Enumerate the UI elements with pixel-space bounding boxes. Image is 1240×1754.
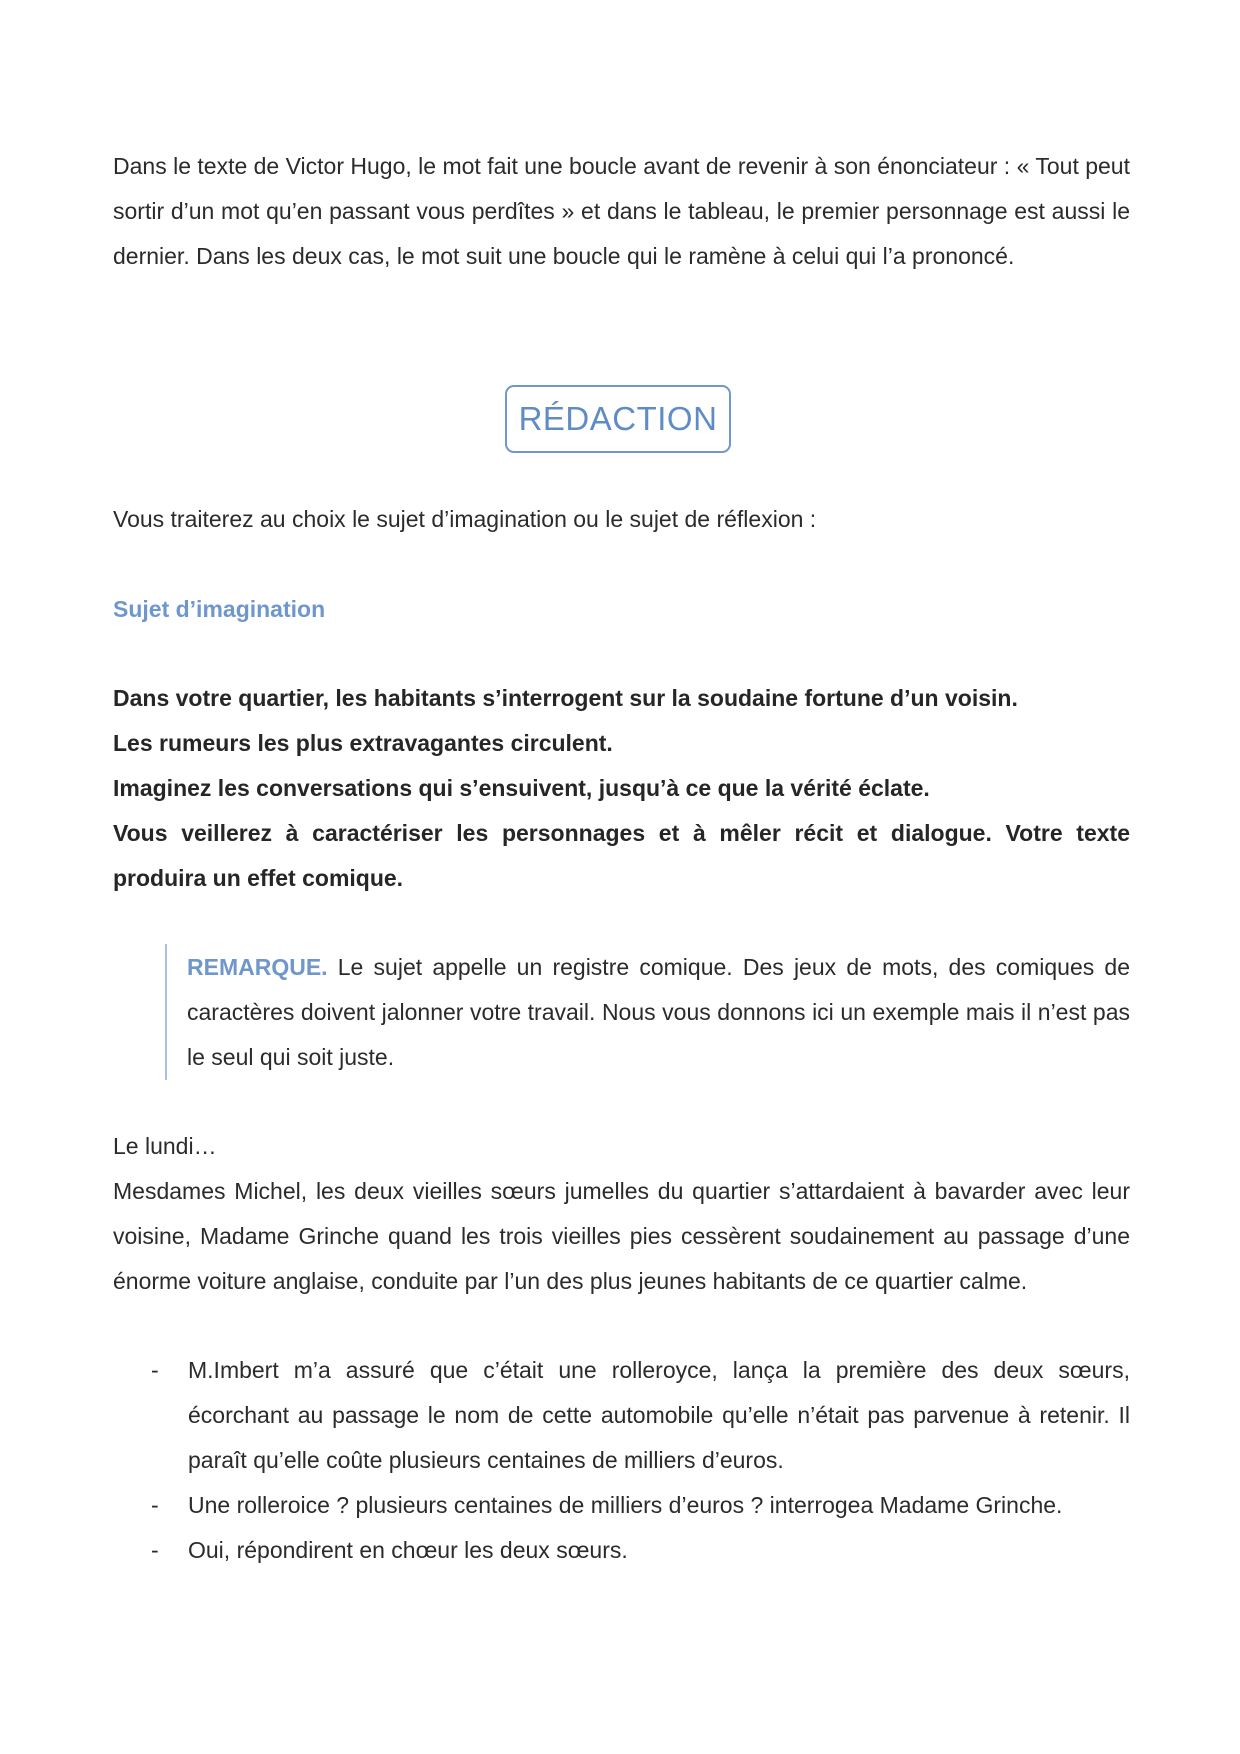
dialogue-dash: -	[151, 1357, 159, 1383]
dialogue-dash: -	[151, 1537, 159, 1563]
dialogue-dash: -	[151, 1492, 159, 1518]
intro-paragraph: Dans le texte de Victor Hugo, le mot fait une boucle avant de revenir à son énonciateur : « Tout peut sortir d’un mot qu’en passant vous perdîtes » et dans le tableau, le premier personnage est aussi le dernier. Dans les deux cas, le mot suit une boucle qui le ramène à celui qui l’a prononcé.	[113, 153, 1130, 269]
section-title: RÉDACTION	[518, 400, 718, 437]
story-block	[113, 1124, 1130, 1304]
dialogue-list	[113, 1348, 1130, 1573]
story-opening: Le lundi…	[113, 1133, 217, 1159]
story-paragraph: Mesdames Michel, les deux vieilles sœurs jumelles du quartier s’attardaient à bavarder avec leur voisine, Madame Grinche quand les trois vieilles pies cessèrent soudainement au passage d’une énorme voiture anglaise, conduite par l’un des plus jeunes habitants de ce quartier calme.	[113, 1178, 1130, 1294]
section-title-box	[505, 385, 731, 453]
remark-blockquote	[165, 944, 1130, 1080]
subject-heading: Sujet d’imagination	[113, 596, 326, 622]
dialogue-line	[113, 1348, 1130, 1483]
dialogue-line	[113, 1528, 1130, 1573]
remark-text: Le sujet appelle un registre comique. Des jeux de mots, des comiques de caractères doivent jalonner votre travail. Nous vous donnons ici un exemple mais il n’est pas le seul qui soit juste.	[187, 954, 1131, 1070]
dialogue-line	[113, 1483, 1130, 1528]
prompt-line: Vous veillerez à caractériser les personnages et à mêler récit et dialogue. Votre texte produira un effet comique.	[113, 820, 1130, 891]
prompt-line: Imaginez les conversations qui s’ensuivent, jusqu’à ce que la vérité éclate.	[113, 775, 930, 801]
dialogue-text: Oui, répondirent en chœur les deux sœurs.	[188, 1537, 628, 1563]
prompt-block	[113, 676, 1130, 901]
prompt-line: Dans votre quartier, les habitants s’interrogent sur la soudaine fortune d’un voisin.	[113, 685, 1018, 711]
dialogue-text: M.Imbert m’a assuré que c’était une rolleroyce, lança la première des deux sœurs, écorchant au passage le nom de cette automobile qu’elle n’était pas parvenue à retenir. Il paraît qu’elle coûte plusieurs centaines de milliers d’euros.	[188, 1357, 1130, 1473]
choice-instruction: Vous traiterez au choix le sujet d’imagination ou le sujet de réflexion :	[113, 506, 817, 532]
remark-paragraph	[187, 944, 1130, 1080]
remark-label: REMARQUE.	[187, 954, 328, 980]
dialogue-text: Une rolleroice ? plusieurs centaines de milliers d’euros ? interrogea Madame Grinche.	[188, 1492, 1063, 1518]
prompt-line: Les rumeurs les plus extravagantes circulent.	[113, 730, 613, 756]
